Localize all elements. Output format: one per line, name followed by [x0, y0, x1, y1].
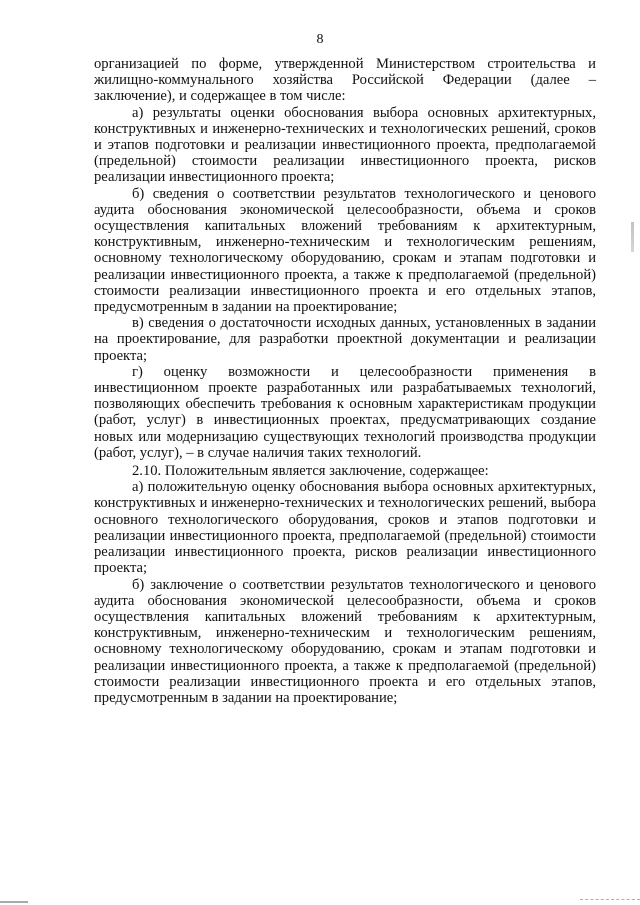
- section-heading-2-10: 2.10. Положительным является заключение, содержащее:: [132, 463, 489, 480]
- paragraph-item-a-positive: а) положительную оценку обоснования выбора основных архитектурных, конструктивных и инженерно-технических и технологических решений, выбора основного технологического оборудования, сроков и этапов подготовки и реализации инвестиционного проекта, предполагаемой (предельной) стоимости реализации инвестиционного проекта, рисков реализации инвестиционного проекта;: [94, 479, 596, 577]
- scan-artifact: [631, 222, 634, 252]
- scan-artifact-bottom-left: [0, 901, 28, 903]
- scan-artifact-bottom-right: [580, 899, 640, 901]
- paragraph-item-b-conclusion: б) заключение о соответствии результатов технологического и ценового аудита обоснования экономической целесообразности, объема и сроков осуществления капитальных вложений требованиям к архитектурным, конструктивным, инженерно-техническим и технологическим решениям, основному технологическому оборудованию, срокам и этапам подготовки и реализации инвестиционного проекта, а также к предполагаемой (предельной) стоимости реализации инвестиционного проекта и его отдельных этапов, предусмотренным в задании на проектирование;: [94, 576, 596, 706]
- paragraph-item-b: б) сведения о соответствии результатов технологического и ценового аудита обоснования экономической целесообразности, объема и сроков осуществления капитальных вложений требованиям к архитектурным, конструктивным, инженерно-техническим и технологическим решениям, основному технологическому оборудованию, срокам и этапам подготовки и реализации инвестиционного проекта, а также к предполагаемой (предельной) стоимости реализации инвестиционного проекта и его отдельных этапов, предусмотренным в задании на проектирование;: [94, 185, 596, 316]
- paragraph-item-v: в) сведения о достаточности исходных данных, установленных в задании на проектирование, для разработки проектной документации и реализации проекта;: [94, 315, 596, 364]
- paragraph-intro: организацией по форме, утвержденной Министерством строительства и жилищно-коммунального хозяйства Российской Федерации (далее – заключение), и содержащее в том числе:: [94, 56, 596, 105]
- paragraph-item-a: а) результаты оценки обоснования выбора основных архитектурных, конструктивных и инженерно-технических и технологических решений, сроков и этапов подготовки и реализации инвестиционного проекта, предполагаемой (предельной) стоимости реализации инвестиционного проекта, рисков реализации инвестиционного проекта;: [94, 104, 596, 186]
- paragraph-item-g: г) оценку возможности и целесообразности применения в инвестиционном проекте разработанных или разрабатываемых технологий, позволяющих обеспечить требования к основным характеристикам продукции (работ, услуг) в инвестиционных проектах, предусматривающих создание новых или модернизацию существующих технологий производства продукции (работ, услуг), – в случае наличия таких технологий.: [94, 363, 596, 461]
- document-body: [94, 56, 596, 706]
- page-number: 8: [316, 32, 324, 47]
